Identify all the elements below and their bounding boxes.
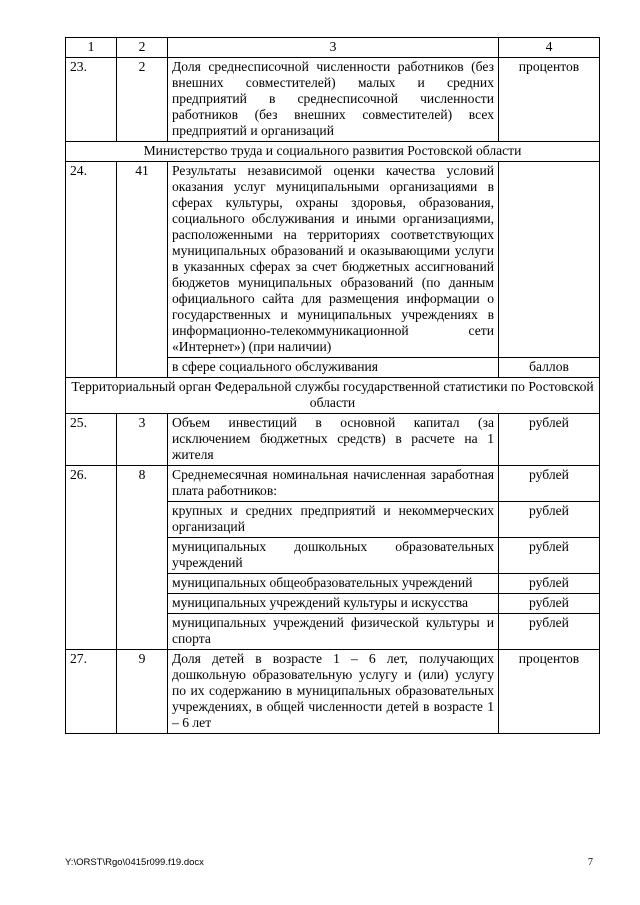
header-cell-4: 4 [499,38,600,58]
subrow-label: муниципальных дошкольных образовательных учреждений [168,538,499,574]
subrow-label: муниципальных учреждений культуры и искусства [168,594,499,614]
row-code: 8 [117,466,168,650]
row-description: Результаты независимой оценки качества условий оказания услуг муниципальными организациями в сферах культуры, охраны здоровья, образования, социального обслуживания и иными организациями, расположенными на территориях соответствующих муниципальных образований и оказывающими услуги в указанных сферах за счет бюджетных ассигнований бюджетов муниципальных образований (по данным официального сайта для размещения информации о государственных и муниципальных учреждениях в информационно-телекоммуникационной сети «Интернет») (при наличии) [168,162,499,358]
table-row [66,58,600,142]
row-description: Среднемесячная номинальная начисленная заработная плата работников: [168,466,499,502]
row-unit: процентов [499,58,600,142]
table-row [66,466,600,502]
row-code: 3 [117,414,168,466]
row-code: 9 [117,650,168,734]
table-row [66,162,600,358]
row-unit: процентов [499,650,600,734]
subrow-label: муниципальных общеобразовательных учреждений [168,574,499,594]
table-row [66,650,600,734]
row-description: Доля детей в возрасте 1 – 6 лет, получающих дошкольную образовательную услугу и (или) услугу по их содержанию в муниципальных образовательных учреждениях, в общей численности детей в возрасте 1 – 6 лет [168,650,499,734]
row-number: 25. [66,414,117,466]
header-cell-2: 2 [117,38,168,58]
subrow-unit: баллов [499,358,600,378]
section-title-statistics: Территориальный орган Федеральной службы государственной статистики по Ростовской области [66,378,600,414]
row-unit: рублей [499,414,600,466]
table-row [66,414,600,466]
row-unit: рублей [499,466,600,502]
subrow-label: муниципальных учреждений физической культуры и спорта [168,614,499,650]
row-code: 41 [117,162,168,378]
header-cell-3: 3 [168,38,499,58]
subrow-unit: рублей [499,538,600,574]
header-cell-1: 1 [66,38,117,58]
row-unit-empty [499,162,600,358]
row-description: Доля среднесписочной численности работников (без внешних совместителей) малых и средних предприятий в среднесписочной численности работников (без внешних совместителей) всех предприятий и организаций [168,58,499,142]
subrow-unit: рублей [499,574,600,594]
row-description: Объем инвестиций в основной капитал (за исключением бюджетных средств) в расчете на 1 жителя [168,414,499,466]
section-row [66,142,600,162]
row-number: 26. [66,466,117,650]
row-number: 27. [66,650,117,734]
subrow-unit: рублей [499,594,600,614]
subrow-unit: рублей [499,502,600,538]
subrow-label: крупных и средних предприятий и некоммерческих организаций [168,502,499,538]
indicators-table [65,37,600,734]
subrow-unit: рублей [499,614,600,650]
subrow-label: в сфере социального обслуживания [168,358,499,378]
row-number: 23. [66,58,117,142]
row-number: 24. [66,162,117,378]
section-row [66,378,600,414]
table-header-row [66,38,600,58]
row-code: 2 [117,58,168,142]
footer-file-path: Y:\ORST\Rgo\0415r099.f19.docx [65,857,204,868]
page-number: 7 [588,857,593,868]
section-title-labor: Министерство труда и социального развития Ростовской области [66,142,600,162]
